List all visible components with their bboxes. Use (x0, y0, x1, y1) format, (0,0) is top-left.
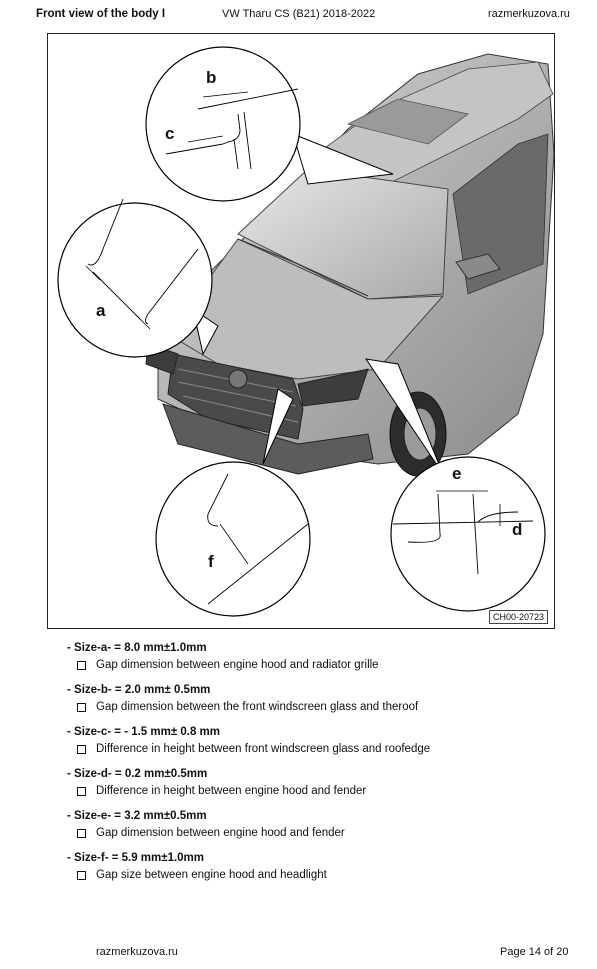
checkbox-bullet-icon (77, 703, 86, 712)
checkbox-bullet-icon (77, 871, 86, 880)
spec-list (67, 640, 547, 892)
checkbox-bullet-icon (77, 661, 86, 670)
spec-description: Gap dimension between the front windscreen glass and theroof (96, 701, 419, 713)
callout-label-a: a (96, 301, 106, 320)
spec-size: - Size-e- = 3.2 mm±0.5mm (67, 810, 207, 822)
callout-label-c: c (165, 124, 175, 143)
document-title: VW Tharu CS (B21) 2018-2022 (222, 8, 376, 20)
spec-item (67, 682, 547, 716)
spec-description: Gap dimension between engine hood and fender (96, 827, 345, 839)
spec-item (67, 850, 547, 884)
spec-description: Gap dimension between engine hood and radiator grille (96, 659, 379, 671)
callout-label-b: b (206, 68, 217, 87)
callout-label-e: e (452, 464, 462, 483)
page-number: Page 14 of 20 (500, 946, 569, 958)
footer-site: razmerkuzova.ru (96, 946, 178, 958)
spec-size: - Size-b- = 2.0 mm± 0.5mm (67, 684, 211, 696)
checkbox-bullet-icon (77, 787, 86, 796)
spec-item (67, 808, 547, 842)
emblem (229, 370, 247, 388)
spec-item (67, 724, 547, 758)
callout-label-d: d (512, 520, 523, 539)
spec-item (67, 766, 547, 800)
header-site: razmerkuzova.ru (488, 8, 570, 20)
car-illustration (48, 34, 555, 629)
spec-size: - Size-c- = - 1.5 mm± 0.8 mm (67, 726, 220, 738)
spec-size: - Size-a- = 8.0 mm±1.0mm (67, 642, 207, 654)
callout-label-f: f (208, 552, 214, 571)
spec-description: Gap size between engine hood and headlight (96, 869, 327, 881)
figure-id: CH00-20723 (489, 610, 548, 624)
spec-size: - Size-d- = 0.2 mm±0.5mm (67, 768, 208, 780)
checkbox-bullet-icon (77, 745, 86, 754)
spec-description: Difference in height between front windscreen glass and roofedge (96, 743, 431, 755)
spec-description: Difference in height between engine hood and fender (96, 785, 367, 797)
checkbox-bullet-icon (77, 829, 86, 838)
spec-item (67, 640, 547, 674)
spec-size: - Size-f- = 5.9 mm±1.0mm (67, 852, 205, 864)
body-gap-figure (47, 33, 555, 629)
page-title: Front view of the body I (36, 8, 166, 20)
